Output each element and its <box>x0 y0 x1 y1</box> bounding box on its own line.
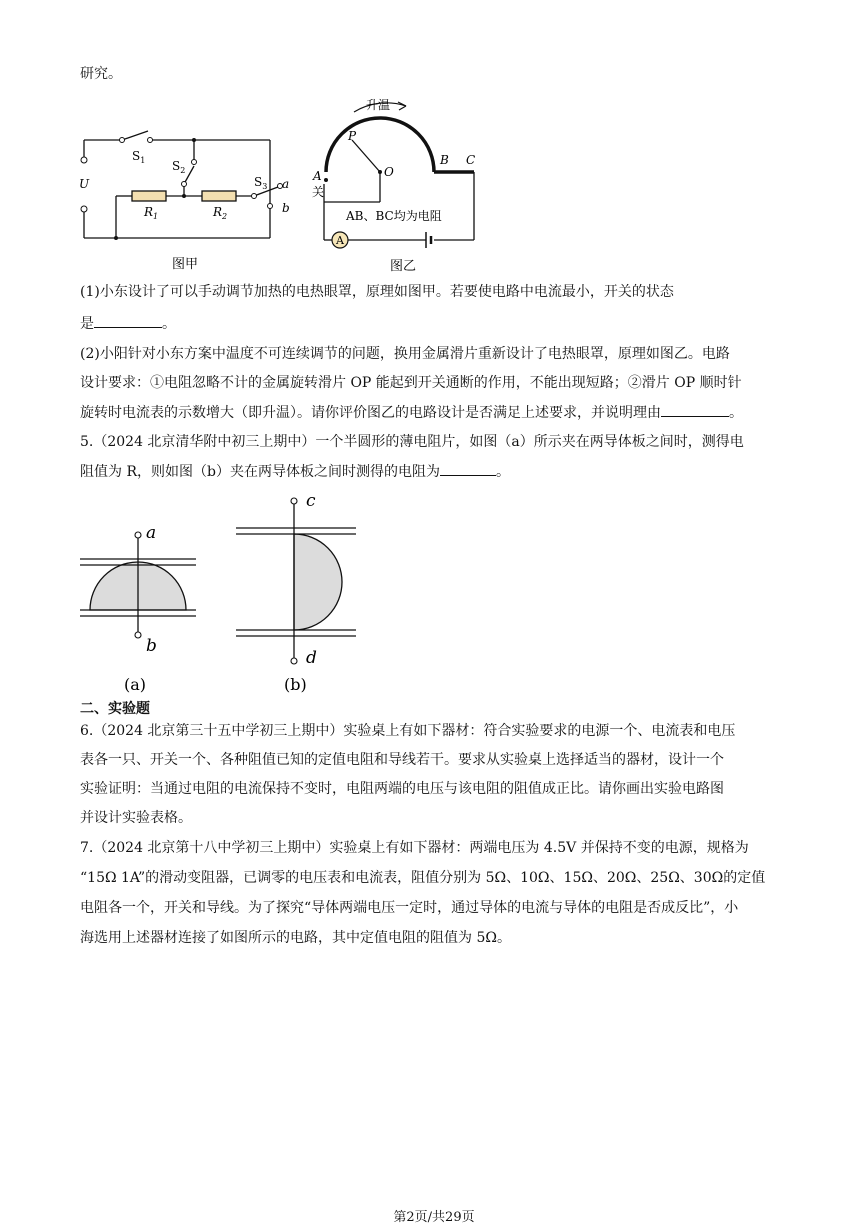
q6-line3: 实验证明：当通过电阻的电流保持不变时，电阻两端的电压与该电阻的阻值成正比。请你画出实验电路图 <box>80 781 724 797</box>
label-r1: $R_1$ <box>144 205 159 221</box>
intro-tail: 研究。 <box>80 66 122 82</box>
label-o: O <box>384 165 394 179</box>
label-plate-b: b <box>146 636 157 656</box>
figure-ab-resistor-plates <box>70 490 370 700</box>
caption-b: (b) <box>284 675 307 694</box>
label-c-point: C <box>466 153 476 167</box>
q6-line4: 并设计实验表格。 <box>80 810 192 826</box>
caption-yi: 图乙 <box>390 259 417 274</box>
ammeter-label: A <box>336 234 344 247</box>
q5-line1: 5.（2024 北京清华附中初三上期中）一个半圆形的薄电阻片，如图（a）所示夹在两导体板之间时，测得电 <box>80 434 744 450</box>
label-s1: $S_1$ <box>132 149 146 165</box>
answer-blank[interactable] <box>440 461 496 476</box>
q7-line2: “15Ω 1A”的滑动变阻器，已调零的电压表和电流表，阻值分别为 5Ω、10Ω、15Ω、20Ω、25Ω、30Ω的定值 <box>80 870 766 886</box>
label-u: U <box>79 177 90 191</box>
section-heading-experiment: 二、实验题 <box>80 701 150 717</box>
q4-part2-line2: 设计要求：①电阻忽略不计的金属旋转滑片 OP 能起到开关通断的作用，不能出现短路；②滑片 OP 顺时针 <box>80 375 742 391</box>
label-a-point: A <box>313 169 322 183</box>
q6-line1: 6.（2024 北京第三十五中学初三上期中）实验桌上有如下器材：符合实验要求的电源一个、电流表和电压 <box>80 723 736 739</box>
answer-blank[interactable] <box>661 402 729 417</box>
q4-part1-line1: (1)小东设计了可以手动调节加热的电热眼罩，原理如图甲。若要使电路中电流最小，开关的状态 <box>80 284 674 300</box>
caption-a: (a) <box>124 675 147 694</box>
page-footer: 第2页/共29页 <box>393 1210 475 1225</box>
q5-line2: 阻值为 R，则如图（b）夹在两导体板之间时测得的电阻为 。 <box>80 461 510 482</box>
q7-line1: 7.（2024 北京第十八中学初三上期中）实验桌上有如下器材：两端电压为 4.5V 并保持不变的电源，规格为 <box>80 840 749 856</box>
label-plate-c: c <box>306 491 316 511</box>
label-plate-a: a <box>146 523 157 543</box>
label-r2: $R_2$ <box>213 205 228 221</box>
figure-yi-circuit <box>310 92 500 280</box>
q7-line3: 电阻各一个，开关和导线。为了探究“导体两端电压一定时，通过导体的电流与导体的电阻是否成反比”，小 <box>80 900 739 916</box>
figure-jia-circuit <box>70 120 300 280</box>
q4-part2-line1: (2)小阳针对小东方案中温度不可连续调节的问题，换用金属滑片重新设计了电热眼罩，原理如图乙。电路 <box>80 346 730 362</box>
q6-line2: 表各一只、开关一个、各种阻值已知的定值电阻和导线若干。要求从实验桌上选择适当的器材，设计一个 <box>80 752 724 768</box>
label-resistor-note: AB、BC均为电阻 <box>346 209 442 223</box>
label-s2: $S_2$ <box>172 159 186 175</box>
label-guan: 关 <box>312 185 325 199</box>
label-a-terminal: a <box>282 177 290 191</box>
label-plate-d: d <box>306 648 317 668</box>
q4-part1-line2: 是 。 <box>80 313 176 334</box>
label-b-terminal: b <box>282 201 290 215</box>
answer-blank[interactable] <box>94 313 162 328</box>
caption-jia: 图甲 <box>172 257 199 272</box>
label-p: P <box>348 129 357 143</box>
label-shengwen: 升温 <box>366 98 391 112</box>
label-b-point: B <box>440 153 449 167</box>
q7-line4: 海选用上述器材连接了如图所示的电路，其中定值电阻的阻值为 5Ω。 <box>80 930 511 946</box>
label-s3: $S_3$ <box>254 175 268 191</box>
q4-part2-line3: 旋转时电流表的示数增大（即升温）。请你评价图乙的电路设计是否满足上述要求，并说明理由 。 <box>80 402 743 423</box>
